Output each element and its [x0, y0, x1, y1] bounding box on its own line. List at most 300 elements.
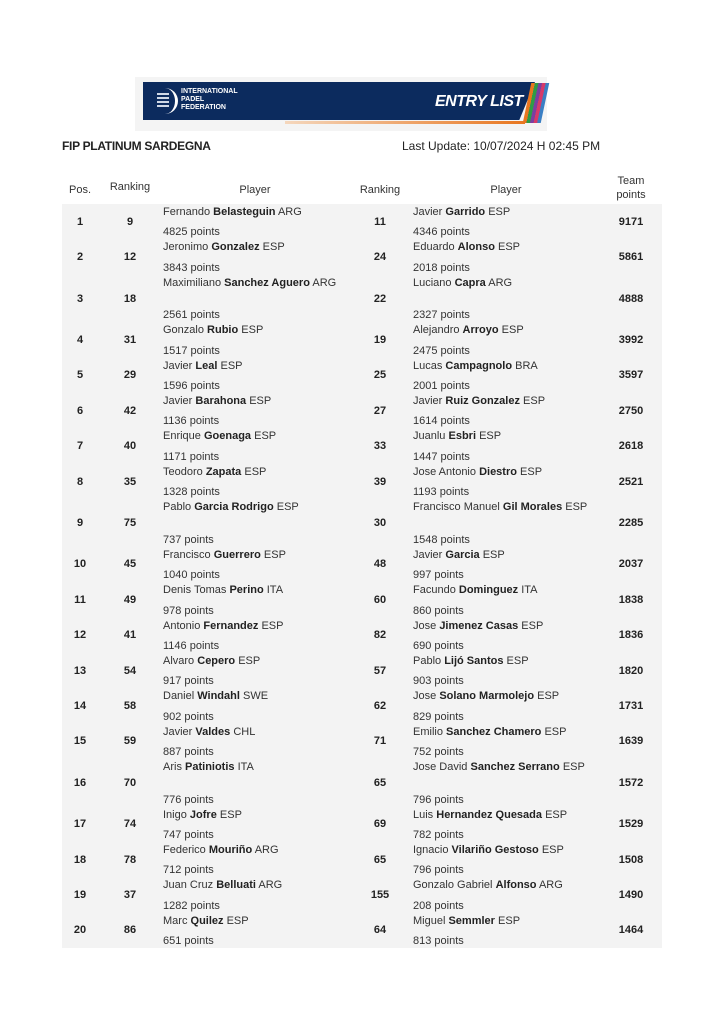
- first-name: Emilio: [413, 725, 443, 738]
- first-name: Javier: [413, 548, 443, 561]
- ranking-1: 37: [123, 889, 137, 902]
- header-ranking-1: Ranking: [109, 181, 151, 193]
- player-points: 1596 points: [163, 380, 220, 393]
- first-name: Jeronimo: [163, 241, 209, 254]
- team-points: 2521: [618, 475, 644, 488]
- player-name: [163, 360, 243, 372]
- ranking-2: 27: [373, 404, 387, 417]
- position: 10: [73, 558, 87, 571]
- ranking-1: 70: [123, 776, 137, 789]
- player-name: [413, 430, 501, 442]
- first-name: Federico: [163, 843, 206, 856]
- first-name: Eduardo: [413, 241, 455, 254]
- last-name: Mouriño: [208, 843, 253, 856]
- table-row: [62, 428, 662, 463]
- player-name: [413, 395, 545, 407]
- country-code: ESP: [219, 808, 242, 821]
- position: 6: [76, 404, 84, 417]
- ranking-1: 86: [123, 924, 137, 937]
- team-points: 1529: [618, 818, 644, 831]
- team-points: 3992: [618, 333, 644, 346]
- last-name: Valdes: [195, 725, 231, 738]
- position: 14: [73, 699, 87, 712]
- tournament-title: FIP PLATINUM SARDEGNA: [62, 139, 211, 153]
- player-name: [163, 324, 263, 336]
- ranking-2: 22: [373, 292, 387, 305]
- last-name: Diestro: [479, 465, 517, 478]
- first-name: Aris: [163, 761, 182, 774]
- player-points: 829 points: [413, 710, 464, 723]
- team-points: 1836: [618, 629, 644, 642]
- player-name: [163, 761, 254, 773]
- logo-line: FEDERATION: [181, 104, 226, 111]
- last-name: Goenaga: [203, 430, 252, 443]
- table-row: [62, 618, 662, 653]
- team-points: 2750: [618, 404, 644, 417]
- country-code: ESP: [249, 395, 272, 408]
- position: 18: [73, 853, 87, 866]
- first-name: Jose Antonio: [413, 465, 476, 478]
- last-name: Alonso: [457, 241, 495, 254]
- country-code: ESP: [544, 725, 567, 738]
- table-row: [62, 759, 662, 807]
- country-code: ESP: [545, 808, 568, 821]
- team-points: 1838: [618, 593, 644, 606]
- country-code: ESP: [498, 914, 521, 927]
- player-name: [163, 395, 271, 407]
- last-name: Jofre: [189, 808, 217, 821]
- table-row: [62, 239, 662, 274]
- player-name: [163, 655, 260, 667]
- country-code: ESP: [263, 548, 286, 561]
- player-points: 1548 points: [413, 533, 470, 546]
- player-points: 2001 points: [413, 380, 470, 393]
- country-code: ESP: [537, 690, 560, 703]
- last-name: Ruiz Gonzalez: [445, 395, 520, 408]
- first-name: Maximiliano: [163, 276, 222, 289]
- last-name: Fernandez: [203, 619, 259, 632]
- first-name: Lucas: [413, 359, 443, 372]
- first-name: Javier: [413, 395, 443, 408]
- table-row: [62, 322, 662, 357]
- table-row: [62, 807, 662, 842]
- player-name: [413, 277, 512, 289]
- position: 11: [74, 593, 86, 606]
- country-code: ESP: [244, 465, 267, 478]
- player-name: [413, 324, 524, 336]
- first-name: Francisco: [163, 548, 211, 561]
- player-points: 1447 points: [413, 450, 470, 463]
- last-name: Garrido: [445, 206, 486, 218]
- last-name: Arroyo: [462, 324, 499, 337]
- player-name: [163, 584, 283, 596]
- ranking-2: 48: [373, 558, 387, 571]
- table-row: [62, 393, 662, 428]
- ranking-2: 65: [373, 776, 387, 789]
- last-name: Zapata: [205, 465, 242, 478]
- ranking-1: 58: [123, 699, 137, 712]
- logo-line: PADEL: [181, 96, 205, 103]
- table-row: [62, 913, 662, 948]
- first-name: Alejandro: [413, 324, 460, 337]
- country-code: ESP: [482, 548, 505, 561]
- last-name: Sanchez Chamero: [446, 725, 542, 738]
- player-points: 813 points: [413, 935, 464, 948]
- position: 15: [73, 735, 87, 748]
- ranking-1: 35: [123, 475, 137, 488]
- position: 3: [76, 292, 84, 305]
- ranking-1: 31: [123, 333, 137, 346]
- player-points: 782 points: [413, 828, 464, 841]
- team-points: 1464: [618, 924, 644, 937]
- country-code: ESP: [501, 324, 524, 337]
- country-code: ESP: [276, 501, 299, 514]
- position: 4: [76, 333, 84, 346]
- last-name: Rubio: [207, 324, 239, 337]
- last-name: Vilariño Gestoso: [451, 843, 539, 856]
- table-row: [62, 499, 662, 547]
- banner-label: ENTRY LIST: [435, 93, 523, 110]
- country-code: ESP: [523, 395, 546, 408]
- player-name: [163, 466, 266, 478]
- team-points: 1508: [618, 853, 644, 866]
- player-points: 651 points: [163, 935, 214, 948]
- player-points: 1328 points: [163, 486, 220, 499]
- team-points: 2037: [618, 558, 644, 571]
- player-points: 1517 points: [163, 344, 220, 357]
- last-name: Patiniotis: [185, 761, 235, 774]
- table-row: [62, 842, 662, 877]
- ranking-1: 29: [123, 369, 137, 382]
- player-points: 3843 points: [163, 261, 220, 274]
- last-name: Hernandez Quesada: [436, 808, 543, 821]
- ranking-1: 78: [123, 853, 137, 866]
- country-code: BRA: [515, 359, 538, 372]
- header-player-2: Player: [490, 184, 522, 196]
- player-name: [413, 466, 542, 478]
- player-points: 737 points: [163, 533, 214, 546]
- player-points: 1171 points: [163, 450, 220, 463]
- team-points: 1731: [618, 699, 644, 712]
- table-row: [62, 724, 662, 759]
- player-name: [163, 430, 276, 442]
- last-name: Semmler: [448, 914, 495, 927]
- country-code: ARG: [312, 276, 337, 289]
- player-points: 997 points: [413, 569, 464, 582]
- player-name: [163, 501, 299, 513]
- first-name: Antonio: [163, 619, 201, 632]
- country-code: ARG: [538, 879, 563, 892]
- player-points: 1282 points: [163, 899, 220, 912]
- country-code: ESP: [220, 359, 243, 372]
- position: 12: [73, 629, 87, 642]
- table-row: [62, 653, 662, 688]
- ranking-2: 24: [373, 251, 387, 264]
- player-points: 747 points: [163, 828, 214, 841]
- player-points: 1193 points: [413, 486, 470, 499]
- country-code: ESP: [521, 619, 544, 632]
- country-code: ITA: [266, 584, 284, 597]
- first-name: Jose: [413, 619, 437, 632]
- player-name: [413, 844, 564, 856]
- position: 16: [73, 776, 87, 789]
- position: 2: [76, 251, 84, 264]
- first-name: Fernando: [163, 206, 211, 218]
- country-code: ESP: [562, 761, 585, 774]
- first-name: Pablo: [413, 654, 442, 667]
- country-code: CHL: [233, 725, 256, 738]
- player-points: 2327 points: [413, 309, 470, 322]
- player-points: 1614 points: [413, 415, 470, 428]
- position: 19: [73, 889, 87, 902]
- first-name: Javier: [163, 725, 193, 738]
- position: 17: [73, 818, 87, 831]
- first-name: Facundo: [413, 584, 456, 597]
- player-points: 917 points: [163, 675, 214, 688]
- table-row: [62, 688, 662, 723]
- first-name: Gonzalo: [163, 324, 204, 337]
- player-points: 2475 points: [413, 344, 470, 357]
- table-row: [62, 358, 662, 393]
- player-points: 902 points: [163, 710, 214, 723]
- position: 1: [76, 215, 84, 228]
- player-points: 887 points: [163, 746, 214, 759]
- first-name: Javier: [163, 359, 193, 372]
- player-points: 752 points: [413, 746, 464, 759]
- first-name: Marc: [163, 914, 188, 927]
- first-name: Pablo: [163, 501, 192, 514]
- first-name: Ignacio: [413, 843, 449, 856]
- player-name: [413, 809, 567, 821]
- first-name: Miguel: [413, 914, 446, 927]
- banner-underline: [285, 121, 525, 124]
- last-name: Capra: [454, 276, 486, 289]
- first-name: Francisco Manuel: [413, 501, 500, 514]
- player-points: 978 points: [163, 604, 214, 617]
- country-code: ESP: [238, 654, 261, 667]
- last-name: Lijó Santos: [444, 654, 504, 667]
- ranking-1: 12: [123, 251, 137, 264]
- last-name: Belasteguin: [213, 206, 276, 218]
- last-name: Windahl: [197, 690, 240, 703]
- player-name: [413, 620, 543, 632]
- player-points: 208 points: [413, 899, 464, 912]
- ranking-2: 62: [373, 699, 387, 712]
- country-code: ARG: [277, 206, 302, 218]
- ranking-1: 9: [126, 215, 134, 228]
- country-code: ESP: [254, 430, 277, 443]
- first-name: Inigo: [163, 808, 187, 821]
- last-name: Garcia Rodrigo: [194, 501, 274, 514]
- last-name: Alfonso: [495, 879, 537, 892]
- fip-logo-text: [181, 88, 251, 112]
- player-name: [163, 726, 255, 738]
- first-name: Daniel: [163, 690, 195, 703]
- country-code: ARG: [258, 879, 283, 892]
- table-row: [62, 464, 662, 499]
- player-name: [413, 360, 538, 372]
- ranking-2: 71: [373, 735, 387, 748]
- first-name: Jose: [413, 690, 437, 703]
- table-row: [62, 877, 662, 912]
- fip-entry-list-banner: [135, 77, 547, 131]
- player-name: [163, 690, 268, 702]
- last-name: Barahona: [195, 395, 247, 408]
- player-name: [163, 915, 249, 927]
- country-code: ESP: [479, 430, 502, 443]
- last-name: Guerrero: [213, 548, 261, 561]
- last-name: Leal: [195, 359, 218, 372]
- header-ranking-2: Ranking: [359, 184, 401, 196]
- team-points: 1490: [618, 889, 644, 902]
- player-name: [413, 655, 529, 667]
- player-name: [163, 206, 302, 218]
- country-code: ITA: [521, 584, 538, 597]
- country-code: ARG: [254, 843, 279, 856]
- ranking-1: 74: [123, 818, 137, 831]
- first-name: Enrique: [163, 430, 201, 443]
- player-points: 796 points: [413, 793, 464, 806]
- position: 7: [76, 440, 84, 453]
- player-name: [413, 761, 585, 773]
- player-points: 690 points: [413, 639, 464, 652]
- ranking-1: 59: [123, 735, 137, 748]
- ranking-2: 69: [373, 818, 387, 831]
- country-code: ESP: [261, 619, 284, 632]
- table-row: [62, 275, 662, 323]
- country-code: ESP: [565, 501, 588, 514]
- ranking-2: 33: [373, 440, 387, 453]
- last-name: Sanchez Serrano: [470, 761, 560, 774]
- team-points: 2285: [618, 516, 644, 529]
- player-name: [413, 206, 510, 218]
- player-name: [163, 844, 279, 856]
- position: 8: [76, 475, 84, 488]
- first-name: Javier: [413, 206, 443, 218]
- entry-table: [62, 204, 662, 948]
- last-update: Last Update: 10/07/2024 H 02:45 PM: [402, 139, 601, 153]
- ranking-2: 30: [373, 516, 387, 529]
- player-points: 2561 points: [163, 309, 220, 322]
- player-points: 1040 points: [163, 569, 220, 582]
- country-code: ARG: [488, 276, 513, 289]
- country-code: ITA: [237, 761, 254, 774]
- table-row: [62, 204, 662, 239]
- player-name: [163, 879, 282, 891]
- logo-line: INTERNATIONAL: [181, 88, 238, 95]
- player-points: 796 points: [413, 864, 464, 877]
- ranking-1: 42: [123, 404, 137, 417]
- last-name: Sanchez Aguero: [224, 276, 310, 289]
- team-points: 9171: [618, 215, 644, 228]
- position: 20: [73, 924, 87, 937]
- first-name: Jose David: [413, 761, 468, 774]
- team-points: 4888: [618, 292, 644, 305]
- team-points: 2618: [618, 440, 644, 453]
- ranking-2: 60: [373, 593, 387, 606]
- player-points: 903 points: [413, 675, 464, 688]
- table-row: [62, 547, 662, 582]
- ranking-1: 40: [123, 440, 137, 453]
- header-pos: Pos.: [68, 184, 91, 196]
- first-name: Teodoro: [163, 465, 203, 478]
- player-name: [413, 726, 566, 738]
- first-name: Alvaro: [163, 654, 195, 667]
- player-name: [163, 241, 285, 253]
- ranking-2: 65: [373, 853, 387, 866]
- country-code: ESP: [226, 914, 249, 927]
- ranking-1: 41: [123, 629, 137, 642]
- ranking-1: 54: [123, 664, 137, 677]
- table-row: [62, 582, 662, 617]
- player-name: [413, 501, 587, 513]
- header-player-1: Player: [239, 184, 271, 196]
- first-name: Javier: [163, 395, 193, 408]
- first-name: Juan Cruz: [163, 879, 214, 892]
- team-points: 5861: [618, 251, 644, 264]
- player-points: 4825 points: [163, 226, 220, 239]
- last-name: Jimenez Casas: [439, 619, 519, 632]
- position: 13: [73, 664, 87, 677]
- country-code: ESP: [241, 324, 264, 337]
- player-name: [413, 915, 520, 927]
- last-name: Perino: [229, 584, 264, 597]
- last-name: Esbri: [448, 430, 476, 443]
- last-name: Solano Marmolejo: [439, 690, 535, 703]
- player-name: [413, 549, 505, 561]
- first-name: Denis Tomas: [163, 584, 227, 597]
- first-name: Gonzalo Gabriel: [413, 879, 493, 892]
- player-points: 776 points: [163, 793, 214, 806]
- player-points: 4346 points: [413, 226, 470, 239]
- last-name: Gonzalez: [211, 241, 260, 254]
- ranking-2: 25: [373, 369, 387, 382]
- player-name: [163, 549, 286, 561]
- player-points: 860 points: [413, 604, 464, 617]
- country-code: ESP: [520, 465, 543, 478]
- player-name: [413, 879, 563, 891]
- first-name: Juanlu: [413, 430, 446, 443]
- player-points: 1136 points: [163, 415, 220, 428]
- fip-logo-icon: [153, 88, 178, 114]
- ranking-2: 39: [373, 475, 387, 488]
- team-points: 1572: [618, 776, 644, 789]
- team-points: 1820: [618, 664, 644, 677]
- player-points: 712 points: [163, 864, 214, 877]
- ranking-2: 82: [373, 629, 387, 642]
- ranking-2: 155: [370, 889, 390, 902]
- player-name: [413, 241, 520, 253]
- last-name: Cepero: [197, 654, 236, 667]
- player-name: [163, 620, 283, 632]
- first-name: Luciano: [413, 276, 452, 289]
- ranking-1: 75: [123, 516, 137, 529]
- country-code: SWE: [243, 690, 269, 703]
- country-code: ESP: [262, 241, 285, 254]
- ranking-1: 45: [123, 558, 137, 571]
- team-points: 3597: [618, 369, 644, 382]
- country-code: ESP: [506, 654, 529, 667]
- country-code: ESP: [541, 843, 564, 856]
- player-points: 1146 points: [163, 639, 220, 652]
- first-name: Luis: [413, 808, 434, 821]
- last-name: Campagnolo: [445, 359, 513, 372]
- player-name: [163, 809, 242, 821]
- player-name: [413, 584, 538, 596]
- ranking-1: 18: [123, 292, 137, 305]
- last-name: Dominguez: [458, 584, 519, 597]
- ranking-2: 19: [373, 333, 387, 346]
